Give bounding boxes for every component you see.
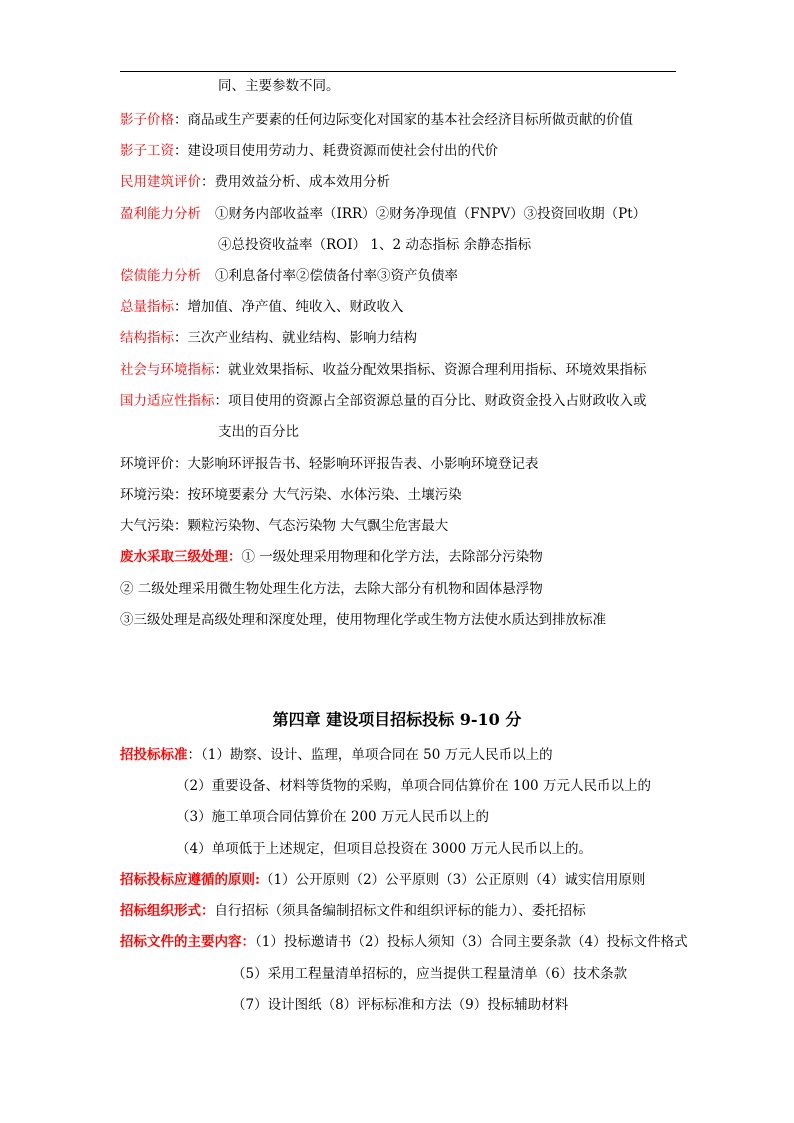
- env-pollution-line: [120, 486, 462, 504]
- principles-text: （1）公开原则（2）公平原则（3）公正原则（4）诚实信用原则: [259, 872, 646, 888]
- organization-label: 招标组织形式：: [120, 903, 215, 919]
- entry-profitability-cont: [218, 236, 531, 254]
- organization-line: [120, 902, 586, 920]
- wastewater-label: 废水采取三级处理：: [120, 549, 242, 565]
- term-label: 国力适应性指标: [120, 393, 215, 409]
- entry-total-indicators: [120, 298, 404, 316]
- term-definition: 费用效益分析、成本效用分析: [214, 174, 390, 190]
- term-label: 影子价格: [120, 112, 174, 128]
- term-definition: 建设项目使用劳动力、耗费资源而使社会付出的代价: [187, 143, 498, 159]
- term-definition: ①利息备付率②偿债备付率③资产负债率: [215, 268, 458, 284]
- documents-item: （1）投标邀请书（2）投标人须知（3）合同主要条款（4）投标文件格式: [255, 934, 688, 950]
- term-label: 社会与环境指标: [120, 362, 215, 378]
- continuation-line: [218, 77, 340, 95]
- header-rule: [120, 71, 676, 72]
- bidding-standard-label: 招投标标准: [120, 747, 188, 763]
- term-definition: 商品或生产要素的任何边际变化对国家的基本社会经济目标所做贡献的价值: [187, 112, 633, 128]
- term-label: 民用建筑评价: [120, 174, 201, 190]
- bidding-standard-line-4: [176, 840, 592, 858]
- term-definition: ①财务内部收益率（IRR）②财务净现值（FNPV）③投资回收期（Pt）: [215, 206, 647, 222]
- entry-shadow-wage: [120, 142, 498, 160]
- wastewater-line-2: [120, 580, 543, 598]
- entry-national-adaptability: [120, 392, 647, 410]
- term-sep: ：: [174, 112, 188, 128]
- env-pollution-text: 环境污染：按环境要素分 大气污染、水体污染、土壤污染: [120, 487, 462, 503]
- documents-line-2: [232, 965, 627, 983]
- term-sep: ：: [174, 143, 188, 159]
- air-pollution-line: [120, 517, 448, 535]
- bidding-standard-line-2: [176, 777, 651, 795]
- documents-item: （5）采用工程量清单招标的，应当提供工程量清单（6）技术条款: [232, 966, 628, 982]
- entry-solvency: [120, 267, 458, 285]
- wastewater-third: ③三级处理是高级处理和深度处理，使用物理化学或生物方法使水质达到排放标准: [120, 612, 606, 628]
- bidding-standard-item: （2）重要设备、材料等货物的采购，单项合同估算价在 100 万元人民币以上的: [176, 778, 651, 794]
- term-sep: ：: [174, 330, 188, 346]
- term-definition: 三次产业结构、就业结构、影响力结构: [187, 330, 417, 346]
- documents-label: 招标文件的主要内容：: [120, 934, 255, 950]
- entry-civil-building: [120, 173, 390, 191]
- continuation-text: 同、主要参数不同。: [218, 78, 340, 94]
- term-label: 盈利能力分析: [120, 206, 201, 222]
- term-definition: 项目使用的资源占全部资源总量的百分比、财政资金投入占财政收入或: [228, 393, 647, 409]
- bidding-standard-item: （3）施工单项合同估算价在 200 万元人民币以上的: [176, 809, 489, 825]
- bidding-standard-line-1: [120, 746, 553, 764]
- wastewater-second: ② 二级处理采用微生物处理生化方法，去除大部分有机物和固体悬浮物: [120, 581, 543, 597]
- term-label: 总量指标: [120, 299, 174, 315]
- chapter-heading: 第四章 建设项目招标投标 9-10 分: [272, 710, 522, 729]
- bidding-standard-line-3: [176, 808, 489, 826]
- wastewater-line-1: [120, 548, 543, 566]
- air-pollution-text: 大气污染：颗粒污染物、气态污染物 大气飘尘危害最大: [120, 518, 449, 534]
- principles-label: 招标投标应遵循的原则:: [120, 872, 260, 888]
- documents-item: （7）设计图纸（8）评标标准和方法（9）投标辅助材料: [232, 997, 569, 1013]
- wastewater-line-3: [120, 611, 606, 629]
- documents-line-3: [232, 996, 568, 1014]
- entry-social-environment: [120, 361, 647, 379]
- term-definition: 增加值、净产值、纯收入、财政收入: [187, 299, 404, 315]
- env-evaluation-line: [120, 455, 539, 473]
- documents-line-1: [120, 933, 688, 951]
- organization-text: 自行招标（须具备编制招标文件和组织评标的能力）、委托招标: [214, 903, 586, 919]
- term-definition: 就业效果指标、收益分配效果指标、资源合理利用指标、环境效果指标: [228, 362, 647, 378]
- principles-line: [120, 871, 645, 889]
- term-label: 偿债能力分析: [120, 268, 201, 284]
- term-sep: ：: [174, 299, 188, 315]
- term-definition-cont: 支出的百分比: [218, 424, 299, 440]
- entry-structure-indicators: [120, 329, 417, 347]
- term-sep: ：: [201, 174, 215, 190]
- bidding-standard-item: （4）单项低于上述规定，但项目总投资在 3000 万元人民币以上的。: [176, 841, 593, 857]
- bidding-standard-sep: ：: [187, 747, 201, 763]
- term-definition-cont: ④总投资收益率（ROI） 1、2 动态指标 余静态指标: [218, 237, 532, 253]
- term-sep: ：: [214, 393, 228, 409]
- wastewater-first: ① 一级处理采用物理和化学方法，去除部分污染物: [241, 549, 543, 565]
- term-sep: ：: [214, 362, 228, 378]
- entry-profitability: [120, 205, 646, 223]
- bidding-standard-item: （1）勘察、设计、监理，单项合同在 50 万元人民币以上的: [201, 747, 553, 763]
- env-evaluation-text: 环境评价：大影响环评报告书、轻影响环评报告表、小影响环境登记表: [120, 456, 539, 472]
- term-label: 影子工资: [120, 143, 174, 159]
- term-label: 结构指标: [120, 330, 174, 346]
- entry-shadow-price: [120, 111, 633, 129]
- entry-national-adaptability-cont: [218, 423, 299, 441]
